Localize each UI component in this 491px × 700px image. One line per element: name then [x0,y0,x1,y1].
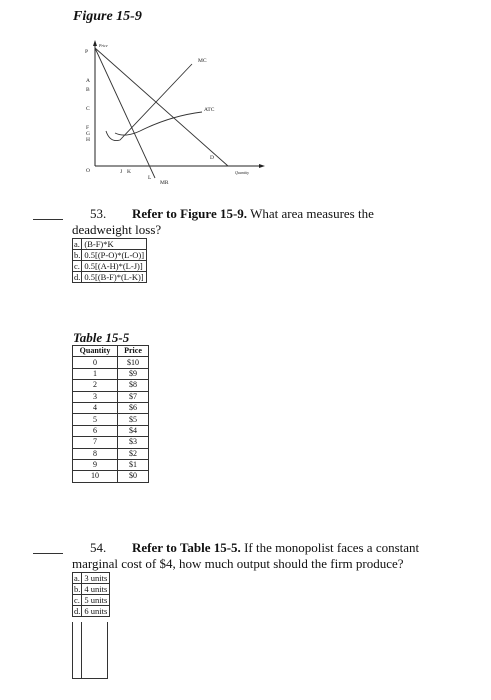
cell-price: $9 [118,368,149,379]
y-axis-label: Price [99,43,108,48]
answer-frame-right [80,622,108,679]
cell-price: $3 [118,437,149,448]
cell-quantity: 6 [73,425,118,436]
table-header-row [73,346,149,357]
q53-choice-d[interactable] [73,272,147,283]
table-row [73,391,149,402]
cell-quantity: 4 [73,402,118,413]
choice-letter: d. [74,272,81,282]
cell-price: $1 [118,459,149,470]
choice-letter: d. [74,606,81,616]
cell-price: $10 [118,357,149,368]
q54-number: 54. [90,540,107,555]
x-axis-label: Quantity [235,170,249,175]
choice-letter: c. [74,261,80,271]
cell-quantity: 3 [73,391,118,402]
cell-quantity: 0 [73,357,118,368]
tick-G: G [86,131,90,137]
label-MR: MR [160,180,169,186]
tick-C: C [86,106,90,112]
tick-H: H [86,137,90,143]
header-price: Price [118,346,149,357]
tick-L: L [148,175,152,181]
q54-choice-b[interactable] [73,584,110,595]
price-quantity-table [72,345,149,483]
tick-B: B [86,87,90,93]
table-row [73,414,149,425]
cell-price: $0 [118,471,149,482]
marginal-cost-curve [106,64,192,141]
q53-number: 53. [90,206,107,221]
cell-quantity: 9 [73,459,118,470]
cell-price: $5 [118,414,149,425]
q53-text-line2: deadweight loss? [72,222,162,237]
q53-choices [72,238,147,283]
q53-ref: Refer to Figure 15-9. [132,206,248,221]
q53-choice-a[interactable] [73,239,147,250]
monopoly-graph [80,38,270,188]
choice-letter: c. [74,595,80,605]
cell-quantity: 2 [73,380,118,391]
choice-text: 6 units [82,606,110,617]
choice-letter: b. [74,250,81,260]
choice-text: 0.5[(A-H)*(L-J)] [82,261,147,272]
table-row [73,368,149,379]
q53-text: What area measures the [250,206,374,221]
table-row [73,402,149,413]
tick-P: P [85,49,89,55]
q53-choice-b[interactable] [73,250,147,261]
cell-price: $7 [118,391,149,402]
q53-choice-c[interactable] [73,261,147,272]
table-row [73,425,149,436]
table-row [73,357,149,368]
table-row [73,459,149,470]
choice-text: 0.5[(B-F)*(L-K)] [82,272,147,283]
q54-text: If the monopolist faces a constant [244,540,420,555]
table-row [73,437,149,448]
q54-choice-a[interactable] [73,573,110,584]
answer-blank-53[interactable] [33,219,63,220]
table-title: Table 15-5 [73,330,130,345]
choice-text: 5 units [82,595,110,606]
figure-title: Figure 15-9 [73,9,142,24]
table-row [73,448,149,459]
tick-F: F [86,125,90,131]
choice-letter: a. [74,573,80,583]
label-D: D [210,155,214,161]
cell-quantity: 7 [73,437,118,448]
y-axis-arrow [93,40,97,46]
label-MC: MC [198,58,207,64]
cell-price: $4 [118,425,149,436]
choice-text: 0.5[(P-O)*(L-O)] [82,250,147,261]
choice-text: 4 units [82,584,110,595]
q54-ref: Refer to Table 15-5. [132,540,241,555]
q53-prompt [132,206,374,221]
tick-A: A [86,78,90,84]
cell-quantity: 5 [73,414,118,425]
choice-letter: a. [74,239,80,249]
table-row [73,471,149,482]
cell-price: $6 [118,402,149,413]
q54-choices [72,572,110,617]
q54-choice-d[interactable] [73,606,110,617]
cell-price: $8 [118,380,149,391]
tick-J: J [120,169,123,175]
choice-letter: b. [74,584,81,594]
choice-text: 3 units [82,573,110,584]
cell-quantity: 1 [73,368,118,379]
choice-text: (B-F)*K [82,239,147,250]
cell-quantity: 10 [73,471,118,482]
cell-price: $2 [118,448,149,459]
tick-O: O [86,168,90,174]
table-row [73,380,149,391]
header-quantity: Quantity [73,346,118,357]
q54-choice-c[interactable] [73,595,110,606]
q54-text-line2: marginal cost of $4, how much output should the firm produce? [72,556,404,571]
cell-quantity: 8 [73,448,118,459]
x-axis-arrow [259,164,265,168]
tick-K: K [127,169,131,175]
label-ATC: ATC [204,107,215,113]
answer-blank-54[interactable] [33,553,63,554]
q54-prompt [132,540,419,555]
